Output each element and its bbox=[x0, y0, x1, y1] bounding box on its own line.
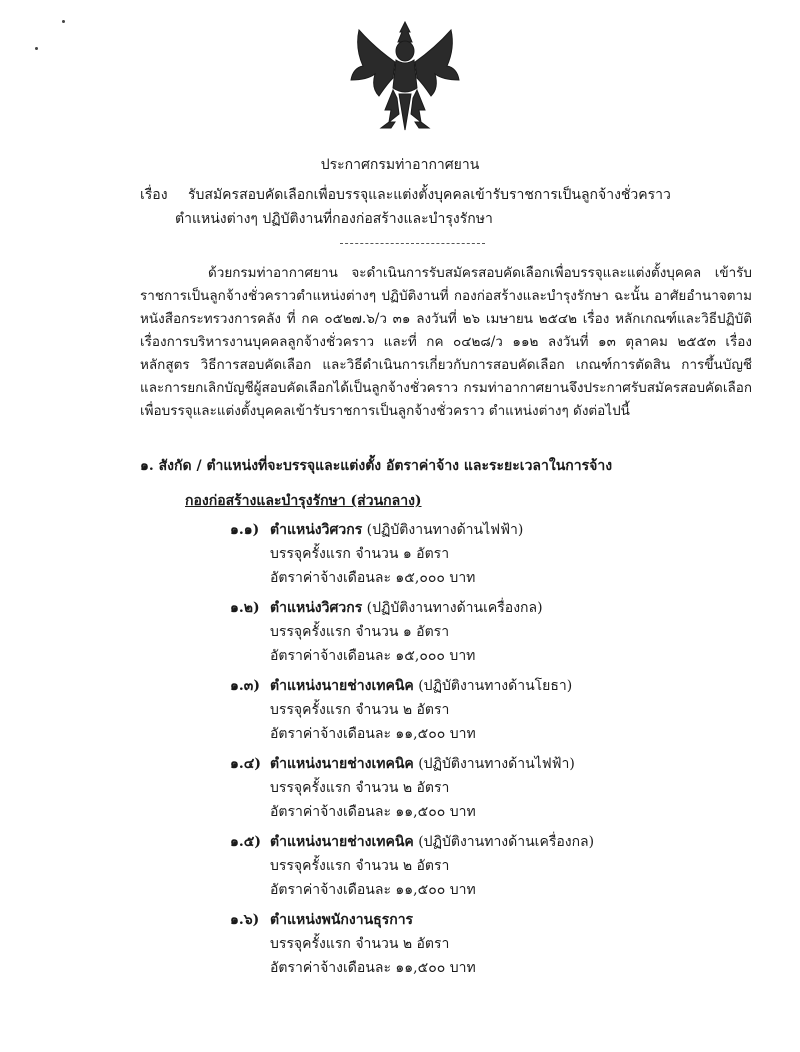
garuda-emblem-icon bbox=[345, 18, 465, 140]
position-item bbox=[230, 596, 750, 674]
body-paragraph-block bbox=[140, 262, 752, 423]
section-heading: ๑. สังกัด / ตำแหน่งที่จะบรรจุและแต่งตั้ง อัตราค่าจ้าง และระยะเวลาในการจ้าง bbox=[140, 458, 613, 474]
position-item bbox=[230, 674, 750, 752]
position-salary: อัตราค่าจ้างเดือนละ ๑๑,๕๐๐ บาท bbox=[270, 960, 476, 976]
subject-line-2: ตำแหน่งต่างๆ ปฏิบัติงานที่กองก่อสร้างและบำรุงรักษา bbox=[175, 211, 493, 227]
positions-list bbox=[230, 518, 750, 986]
subject-line-1: รับสมัครสอบคัดเลือกเพื่อบรรจุและแต่งตั้งบุคคลเข้ารับราชการเป็นลูกจ้างชั่วคราว bbox=[188, 187, 671, 203]
position-detail: (ปฏิบัติงานทางด้านไฟฟ้า) bbox=[418, 756, 575, 772]
position-item bbox=[230, 830, 750, 908]
position-count: บรรจุครั้งแรก จำนวน ๒ อัตรา bbox=[270, 936, 450, 952]
position-count: บรรจุครั้งแรก จำนวน ๒ อัตรา bbox=[270, 780, 450, 796]
position-salary: อัตราค่าจ้างเดือนละ ๑๑,๕๐๐ บาท bbox=[270, 726, 476, 742]
position-number: ๑.๑) bbox=[230, 522, 260, 538]
position-salary: อัตราค่าจ้างเดือนละ ๑๕,๐๐๐ บาท bbox=[270, 570, 476, 586]
position-item bbox=[230, 518, 750, 596]
position-number: ๑.๒) bbox=[230, 600, 260, 616]
position-item bbox=[230, 752, 750, 830]
position-count: บรรจุครั้งแรก จำนวน ๒ อัตรา bbox=[270, 858, 450, 874]
position-salary: อัตราค่าจ้างเดือนละ ๑๑,๕๐๐ บาท bbox=[270, 804, 476, 820]
scan-speck bbox=[62, 20, 65, 23]
position-number: ๑.๖) bbox=[230, 912, 260, 928]
position-name: ตำแหน่งนายช่างเทคนิค bbox=[270, 678, 414, 694]
position-number: ๑.๕) bbox=[230, 834, 261, 850]
position-count: บรรจุครั้งแรก จำนวน ๑ อัตรา bbox=[270, 624, 450, 640]
position-detail: (ปฏิบัติงานทางด้านเครื่องกล) bbox=[418, 834, 595, 850]
subject-block bbox=[140, 183, 740, 231]
position-name: ตำแหน่งวิศวกร bbox=[270, 600, 363, 616]
position-detail: (ปฏิบัติงานทางด้านไฟฟ้า) bbox=[366, 522, 524, 538]
position-count: บรรจุครั้งแรก จำนวน ๒ อัตรา bbox=[270, 702, 450, 718]
position-salary: อัตราค่าจ้างเดือนละ ๑๑,๕๐๐ บาท bbox=[270, 882, 476, 898]
position-detail: (ปฏิบัติงานทางด้านเครื่องกล) bbox=[366, 600, 543, 616]
position-name: ตำแหน่งนายช่างเทคนิค bbox=[270, 756, 414, 772]
subject-label: เรื่อง bbox=[140, 187, 168, 203]
position-count: บรรจุครั้งแรก จำนวน ๑ อัตรา bbox=[270, 546, 450, 562]
position-name: ตำแหน่งพนักงานธุรการ bbox=[270, 912, 414, 928]
position-name: ตำแหน่งนายช่างเทคนิค bbox=[270, 834, 414, 850]
division-heading: กองก่อสร้างและบำรุงรักษา (ส่วนกลาง) bbox=[185, 493, 422, 509]
position-salary: อัตราค่าจ้างเดือนละ ๑๕,๐๐๐ บาท bbox=[270, 648, 476, 664]
position-item bbox=[230, 908, 750, 986]
position-number: ๑.๓) bbox=[230, 678, 260, 694]
position-number: ๑.๔) bbox=[230, 756, 261, 772]
scan-speck bbox=[35, 47, 38, 50]
position-name: ตำแหน่งวิศวกร bbox=[270, 522, 363, 538]
body-paragraph: ด้วยกรมท่าอากาศยาน จะดำเนินการรับสมัครสอบคัดเลือกเพื่อบรรจุและแต่งตั้งบุคคล เข้ารับราชการเป็นลูกจ้างชั่วคราวตำแหน่งต่างๆ ปฏิบัติงานที่ กองก่อสร้างและบำรุงรักษา ฉะนั้น อาศัยอำนาจตามหนังสือกระทรวงการคลัง ที่ กค ๐๕๒๗.๖/ว ๓๑ ลงวันที่ ๒๖ เมษายน ๒๕๔๒ เรื่อง หลักเกณฑ์และวิธีปฏิบัติเรื่องการบริหารงานบุคคลลูกจ้างชั่วคราว และที่ กค ๐๔๒๘/ว ๑๑๒ ลงวันที่ ๑๓ ตุลาคม ๒๕๕๓ เรื่อง หลักสูตร วิธีการสอบคัดเลือก และวิธีดำเนินการเกี่ยวกับการสอบคัดเลือก เกณฑ์การตัดสิน การขึ้นบัญชี และการยกเลิกบัญชีผู้สอบคัดเลือกได้เป็นลูกจ้างชั่วคราว กรมท่าอากาศยานจึงประกาศรับสมัครสอบคัดเลือกเพื่อบรรจุและแต่งตั้งบุคคลเข้ารับราชการเป็นลูกจ้างชั่วคราว ตำแหน่งต่างๆ ดังต่อไปนี้ bbox=[140, 265, 752, 419]
position-detail: (ปฏิบัติงานทางด้านโยธา) bbox=[418, 678, 573, 694]
announcement-title: ประกาศกรมท่าอากาศยาน bbox=[320, 157, 480, 173]
dashed-divider bbox=[340, 243, 485, 244]
